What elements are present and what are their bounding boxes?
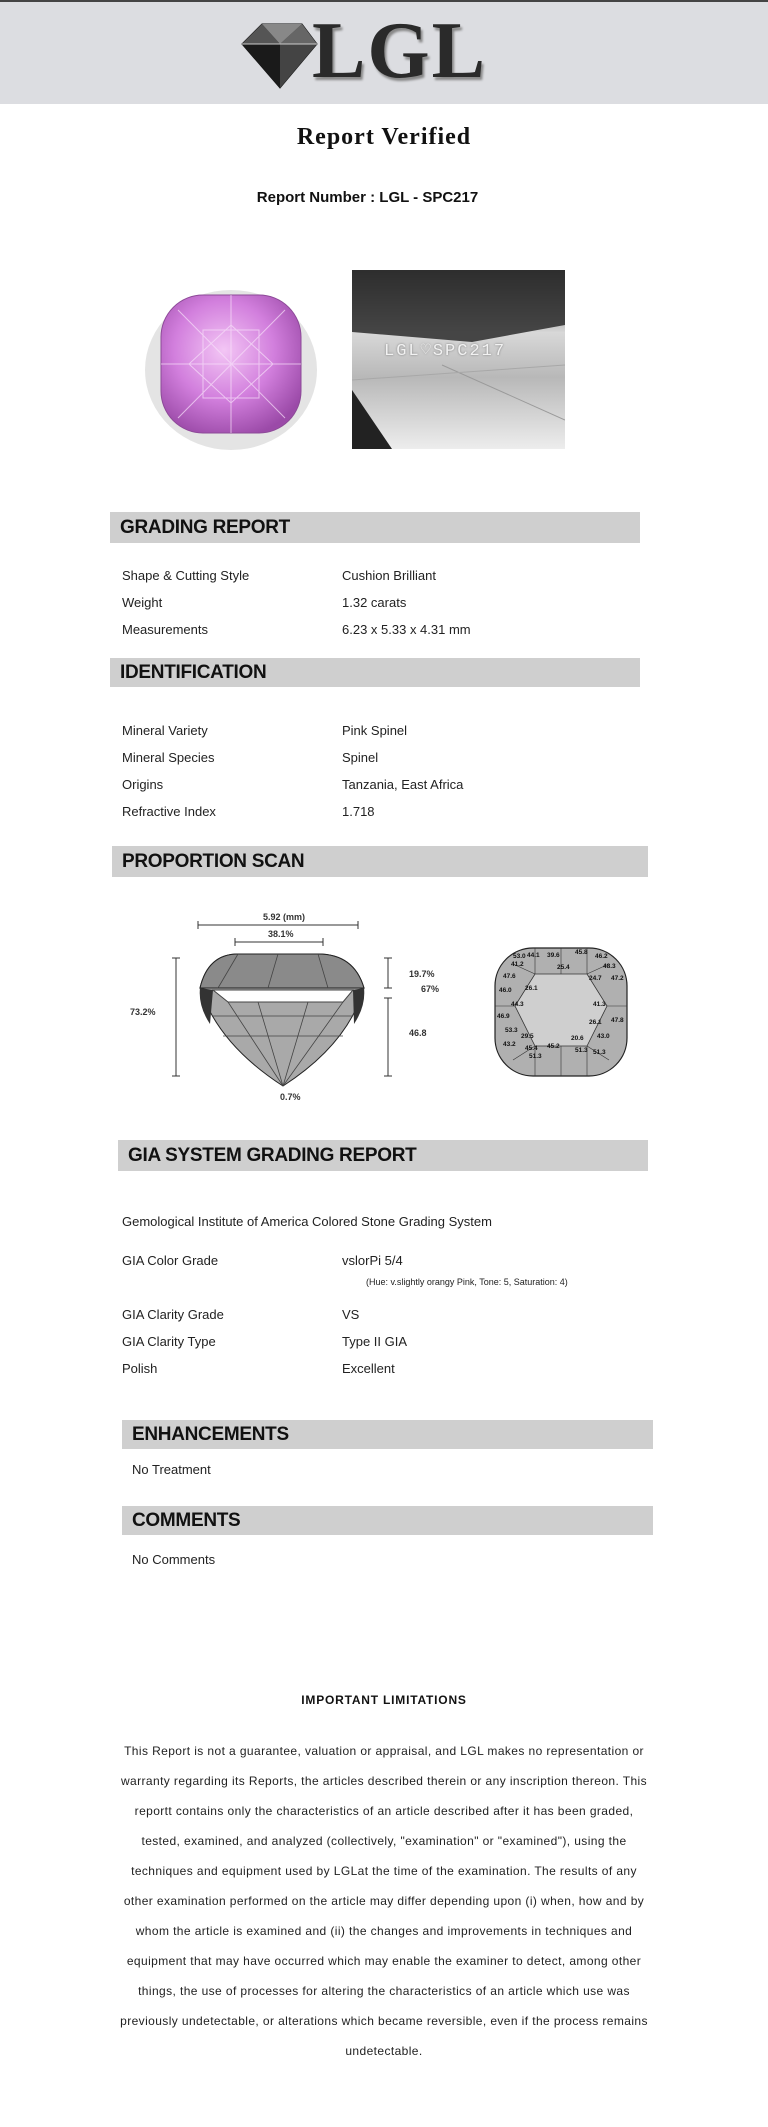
row-label: Polish bbox=[122, 1361, 158, 1376]
row-label: Shape & Cutting Style bbox=[122, 568, 250, 583]
depth-label: 73.2% bbox=[130, 1007, 156, 1017]
enhancements-text: No Treatment bbox=[132, 1462, 211, 1477]
facet-value-label: 53.3 bbox=[505, 1027, 518, 1034]
identification-heading: IDENTIFICATION bbox=[110, 658, 640, 687]
girdle-label: 67% bbox=[421, 984, 440, 994]
row-label: Measurements bbox=[122, 622, 208, 637]
row-value: vslorPi 5/4 bbox=[342, 1253, 403, 1268]
facet-value-label: 26.1 bbox=[525, 985, 538, 992]
gia-heading: GIA SYSTEM GRADING REPORT bbox=[118, 1140, 648, 1171]
limitations-text: This Report is not a guarantee, valuation or appraisal, and LGL makes no representation or warranty regarding its Reports, the articles described therein or any inscription thereon. This reportt contains only the characteristics of an article described after it has been graded, tested, examined, and analyzed (collectively, "examination" or "examined"), using the techniques and equipment used by LGLat the time of the examination. The results of any other examination performed on the article may differ depending upon (i) when, how and by whom the article is examined and (ii) the changes and improvements in techniques and equipment that may have occurred which may enable the examiner to detect, among other things, the use of processes for altering the characteristics of an article which use was previously undetectable, or alterations which became reversible, even if the process remains undetectable. bbox=[120, 1744, 648, 2058]
facet-value-label: 45.4 bbox=[525, 1045, 538, 1052]
facet-value-label: 20.6 bbox=[571, 1035, 584, 1042]
header-banner bbox=[0, 0, 768, 104]
row-label: Mineral Variety bbox=[122, 723, 208, 738]
limitations-title: IMPORTANT LIMITATIONS bbox=[301, 1693, 467, 1707]
facet-value-label: 48.3 bbox=[603, 963, 616, 970]
facet-value-label: 44.1 bbox=[527, 952, 540, 959]
row-value: 1.718 bbox=[342, 804, 375, 819]
comments-heading: COMMENTS bbox=[122, 1506, 653, 1535]
lgl-logo bbox=[232, 7, 487, 95]
facet-value-label: 45.8 bbox=[575, 949, 588, 956]
page-title: Report Verified bbox=[296, 124, 472, 150]
proportion-top-diagram bbox=[475, 906, 645, 1116]
comments-text: No Comments bbox=[132, 1552, 216, 1567]
row-value: Cushion Brilliant bbox=[342, 568, 436, 583]
facet-value-label: 53.0 bbox=[513, 953, 526, 960]
culet-label: 0.7% bbox=[280, 1092, 301, 1102]
row-label: GIA Clarity Grade bbox=[122, 1307, 224, 1322]
inscription-text: LGL♡SPC217 bbox=[384, 342, 507, 361]
row-label: GIA Color Grade bbox=[122, 1253, 219, 1268]
row-value: Type II GIA bbox=[342, 1334, 408, 1349]
facet-value-label: 45.2 bbox=[547, 1043, 560, 1050]
facet-value-label: 46.0 bbox=[499, 987, 512, 994]
crown-label: 19.7% bbox=[409, 969, 435, 979]
proportion-scan-heading: PROPORTION SCAN bbox=[112, 846, 648, 877]
gemstone-photo bbox=[133, 270, 323, 460]
logo-text: LGL bbox=[312, 7, 487, 95]
facet-value-label: 47.2 bbox=[611, 975, 624, 982]
diamond-icon bbox=[232, 16, 322, 94]
row-value: 6.23 x 5.33 x 4.31 mm bbox=[342, 622, 471, 637]
facet-value-label: 47.6 bbox=[503, 973, 516, 980]
facet-value-label: 41.2 bbox=[511, 961, 524, 968]
facet-value-label: 43.0 bbox=[597, 1033, 610, 1040]
row-value: Pink Spinel bbox=[342, 723, 408, 738]
facet-value-label: 51.3 bbox=[529, 1053, 542, 1060]
facet-value-label: 39.6 bbox=[547, 952, 560, 959]
facet-value-label: 25.4 bbox=[557, 964, 570, 971]
facet-value-label: 51.3 bbox=[593, 1049, 606, 1056]
row-label: Refractive Index bbox=[122, 804, 216, 819]
proportion-profile-diagram bbox=[118, 906, 448, 1118]
enhancements-heading: ENHANCEMENTS bbox=[122, 1420, 653, 1449]
facet-value-label: 46.9 bbox=[497, 1013, 510, 1020]
gia-color-note: (Hue: v.slightly orangy Pink, Tone: 5, Saturation: 4) bbox=[366, 1277, 568, 1287]
facet-value-label: 41.3 bbox=[593, 1001, 606, 1008]
inscription-photo bbox=[352, 270, 565, 449]
row-value: Spinel bbox=[342, 750, 379, 765]
facet-value-label: 24.7 bbox=[589, 975, 602, 982]
pavilion-label: 46.8 bbox=[409, 1028, 427, 1038]
grading-report-heading: GRADING REPORT bbox=[110, 512, 640, 543]
facet-value-label: 43.2 bbox=[503, 1041, 516, 1048]
width-label: 5.92 (mm) bbox=[263, 912, 306, 922]
row-value: 1.32 carats bbox=[342, 595, 407, 610]
facet-value-label: 51.3 bbox=[575, 1047, 588, 1054]
facet-value-label: 46.2 bbox=[595, 953, 608, 960]
facet-value-label: 44.3 bbox=[511, 1001, 524, 1008]
facet-value-label: 29.5 bbox=[521, 1033, 534, 1040]
facet-value-label: 47.8 bbox=[611, 1017, 624, 1024]
row-value: Tanzania, East Africa bbox=[342, 777, 464, 792]
row-value: Excellent bbox=[342, 1361, 395, 1376]
facet-value-label: 26.1 bbox=[589, 1019, 602, 1026]
row-label: Origins bbox=[122, 777, 164, 792]
row-value: VS bbox=[342, 1307, 360, 1322]
row-label: GIA Clarity Type bbox=[122, 1334, 216, 1349]
report-number: Report Number : LGL - SPC217 bbox=[256, 189, 479, 206]
table-label: 38.1% bbox=[268, 929, 294, 939]
gia-system-text: Gemological Institute of America Colored Stone Grading System bbox=[122, 1214, 492, 1229]
row-label: Mineral Species bbox=[122, 750, 215, 765]
row-label: Weight bbox=[122, 595, 163, 610]
